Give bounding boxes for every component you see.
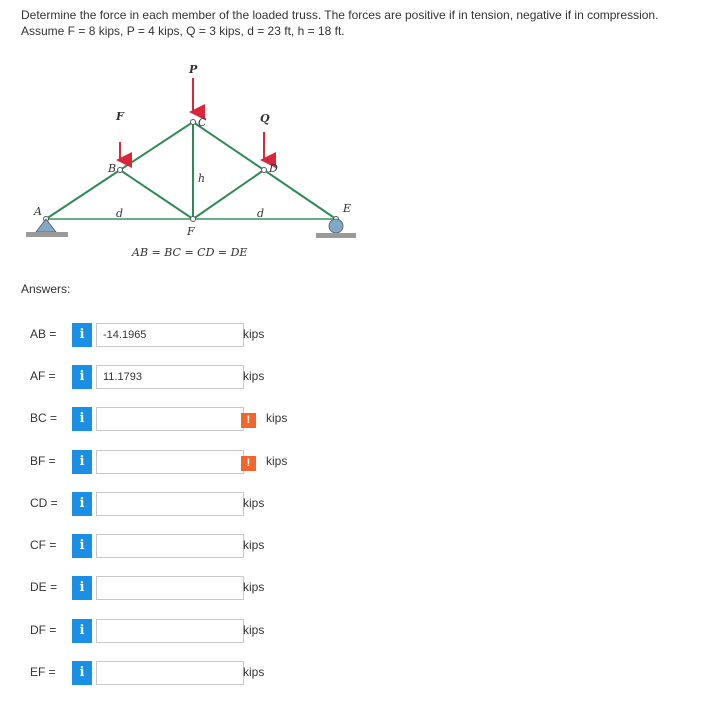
truss-members <box>46 122 336 219</box>
info-icon[interactable]: i <box>72 661 92 685</box>
label-b: B <box>108 162 117 175</box>
answer-input[interactable] <box>96 407 244 431</box>
label-d: D <box>269 162 278 175</box>
unit-label: kips <box>243 369 265 383</box>
info-icon[interactable]: i <box>72 323 92 347</box>
unit-label: kips <box>266 411 288 425</box>
info-icon[interactable]: i <box>72 450 92 474</box>
joint-d <box>262 168 267 173</box>
joint-b <box>118 168 123 173</box>
answer-row <box>0 364 706 390</box>
unit-label: kips <box>243 623 265 637</box>
info-icon[interactable]: i <box>72 407 92 431</box>
answer-label: EF = <box>30 665 56 679</box>
answer-row <box>0 491 706 517</box>
answer-row <box>0 660 706 686</box>
roller-support-e <box>316 219 356 238</box>
answer-row <box>0 322 706 348</box>
answer-label: CF = <box>30 538 57 552</box>
label-q: Q <box>260 112 270 125</box>
answer-label: DE = <box>30 580 58 594</box>
problem-line-1: Determine the force in each member of the loaded truss. The forces are positive if in tension, negative if in compression. <box>21 8 659 22</box>
unit-label: kips <box>266 454 288 468</box>
info-icon[interactable]: i <box>72 619 92 643</box>
label-e: E <box>343 202 352 215</box>
answer-input[interactable] <box>96 661 244 685</box>
answer-input[interactable] <box>96 576 244 600</box>
joint-f <box>191 217 196 222</box>
answer-input[interactable] <box>96 534 244 558</box>
label-f-joint: F <box>187 225 195 238</box>
member-bf <box>120 170 193 219</box>
answer-input[interactable] <box>96 365 244 389</box>
answer-row <box>0 449 706 475</box>
member-de <box>264 170 336 219</box>
warning-icon: ! <box>241 456 256 471</box>
label-f-load: F <box>116 110 124 123</box>
answer-label: AB = <box>30 327 57 341</box>
label-c: C <box>198 116 207 129</box>
problem-line-2: Assume F = 8 kips, P = 4 kips, Q = 3 kips, d = 23 ft, h = 18 ft. <box>21 24 345 38</box>
label-d-right: d <box>257 207 265 220</box>
unit-label: kips <box>243 538 265 552</box>
figure-caption: AB = BC = CD = DE <box>132 246 248 259</box>
answer-input[interactable] <box>96 450 244 474</box>
info-icon[interactable]: i <box>72 365 92 389</box>
member-cd <box>193 122 264 170</box>
unit-label: kips <box>243 327 265 341</box>
answer-row <box>0 618 706 644</box>
answer-input[interactable] <box>96 619 244 643</box>
unit-label: kips <box>243 580 265 594</box>
answer-label: BF = <box>30 454 56 468</box>
warning-icon: ! <box>241 413 256 428</box>
answer-row <box>0 533 706 559</box>
member-ab <box>46 170 120 219</box>
answer-label: CD = <box>30 496 58 510</box>
info-icon[interactable]: i <box>72 576 92 600</box>
answer-input[interactable] <box>96 323 244 347</box>
truss-figure <box>20 60 360 265</box>
answer-row <box>0 575 706 601</box>
answer-label: BC = <box>30 411 58 425</box>
joint-c <box>191 120 196 125</box>
label-d-left: d <box>116 207 124 220</box>
problem-statement <box>21 7 691 39</box>
answer-input[interactable] <box>96 492 244 516</box>
answer-label: AF = <box>30 369 56 383</box>
label-a: A <box>34 205 42 218</box>
pin-support-a <box>26 219 68 237</box>
info-icon[interactable]: i <box>72 492 92 516</box>
label-h: h <box>198 172 206 185</box>
member-bc <box>120 122 193 170</box>
unit-label: kips <box>243 665 265 679</box>
unit-label: kips <box>243 496 265 510</box>
answer-row <box>0 406 706 432</box>
label-p: P <box>189 63 198 76</box>
answers-heading: Answers: <box>21 282 71 296</box>
info-icon[interactable]: i <box>72 534 92 558</box>
answer-label: DF = <box>30 623 57 637</box>
